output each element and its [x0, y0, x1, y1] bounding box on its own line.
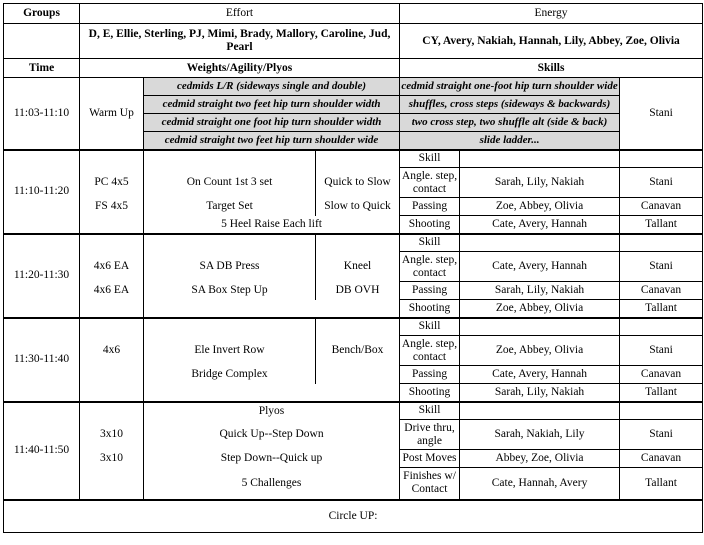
block-code — [80, 150, 144, 168]
block-exercise: SA Box Step Up — [144, 282, 316, 300]
warmup-energy-drill: shuffles, cross steps (sideways & backwards) — [400, 96, 620, 114]
block-exercise — [144, 300, 400, 318]
skill-coach: Stani — [620, 168, 703, 198]
block-exercise: On Count 1st 3 set — [144, 168, 316, 198]
skill-coach — [620, 402, 703, 420]
warmup-energy-drill: two cross step, two shuffle alt (side & back) — [400, 114, 620, 132]
skill-coach: Canavan — [620, 282, 703, 300]
skill-header: Skill — [400, 402, 460, 420]
skill-coach: Stani — [620, 336, 703, 366]
block-code: FS 4x5 — [80, 198, 144, 216]
block-code: 3x10 — [80, 450, 144, 468]
block-detail: Slow to Quick — [316, 198, 400, 216]
block-code: PC 4x5 — [80, 168, 144, 198]
block-code — [80, 384, 144, 402]
skill-players: Zoe, Abbey, Olivia — [460, 336, 620, 366]
skill-name: Shooting — [400, 384, 460, 402]
skill-name: Shooting — [400, 300, 460, 318]
skill-name: Passing — [400, 282, 460, 300]
warmup-energy-drill: cedmid straight one-foot hip turn shoulder wide — [400, 78, 620, 96]
skill-coach: Canavan — [620, 450, 703, 468]
warmup-energy-drill: slide ladder... — [400, 132, 620, 150]
skill-players: Zoe, Abbey, Olivia — [460, 198, 620, 216]
block-exercise: Ele Invert Row — [144, 336, 316, 366]
skill-players: Abbey, Zoe, Olivia — [460, 450, 620, 468]
skill-name: Angle. step, contact — [400, 168, 460, 198]
skills-label: Skills — [400, 59, 703, 78]
block-exercise — [144, 150, 316, 168]
skill-coach: Tallant — [620, 300, 703, 318]
skill-players — [460, 402, 620, 420]
skill-players: Sarah, Lily, Nakiah — [460, 282, 620, 300]
skill-name: Angle. step, contact — [400, 252, 460, 282]
skill-name: Passing — [400, 198, 460, 216]
energy-members: CY, Avery, Nakiah, Hannah, Lily, Abbey, Zoe, Olivia — [400, 24, 703, 59]
block-exercise — [144, 318, 316, 336]
block-exercise: Bridge Complex — [144, 366, 316, 384]
weights-label: Weights/Agility/Plyos — [80, 59, 400, 78]
warmup-label: Warm Up — [80, 78, 144, 150]
warmup-coach: Stani — [620, 78, 703, 150]
skill-coach — [620, 318, 703, 336]
block-exercise — [144, 384, 400, 402]
warmup-time: 11:03-11:10 — [4, 78, 80, 150]
skill-header: Skill — [400, 150, 460, 168]
skill-players: Cate, Hannah, Avery — [460, 468, 620, 500]
block-code — [80, 468, 144, 500]
block-code — [80, 366, 144, 384]
block-code: 4x6 EA — [80, 282, 144, 300]
block-detail: DB OVH — [316, 282, 400, 300]
block-exercise: Target Set — [144, 198, 316, 216]
effort-label: Effort — [80, 4, 400, 24]
skill-players: Sarah, Lily, Nakiah — [460, 168, 620, 198]
skill-coach: Tallant — [620, 384, 703, 402]
block-time: 11:30-11:40 — [4, 318, 80, 402]
effort-members: D, E, Ellie, Sterling, PJ, Mimi, Brady, Mallory, Caroline, Jud, Pearl — [80, 24, 400, 59]
block-detail: Bench/Box — [316, 336, 400, 366]
skill-coach: Tallant — [620, 468, 703, 500]
skill-coach — [620, 234, 703, 252]
block-detail — [316, 150, 400, 168]
skill-name: Passing — [400, 366, 460, 384]
block-detail — [316, 234, 400, 252]
skill-coach: Canavan — [620, 366, 703, 384]
skill-coach — [620, 150, 703, 168]
block-exercise: Step Down--Quick up — [144, 450, 400, 468]
skill-players — [460, 234, 620, 252]
skill-name: Finishes w/ Contact — [400, 468, 460, 500]
warmup-effort-drill: cedmid straight one foot hip turn shoulder width — [144, 114, 400, 132]
block-detail: Quick to Slow — [316, 168, 400, 198]
warmup-effort-drill: cedmid straight two feet hip turn shoulder width — [144, 96, 400, 114]
block-code — [80, 402, 144, 420]
energy-label: Energy — [400, 4, 703, 24]
block-exercise: 5 Challenges — [144, 468, 400, 500]
practice-schedule-table — [3, 3, 703, 533]
block-code — [80, 318, 144, 336]
skill-players — [460, 150, 620, 168]
block-time: 11:40-11:50 — [4, 402, 80, 500]
skill-name: Angle. step, contact — [400, 336, 460, 366]
time-label: Time — [4, 59, 80, 78]
block-detail — [316, 366, 400, 384]
block-code — [80, 234, 144, 252]
groups-label: Groups — [4, 4, 80, 24]
skill-coach: Tallant — [620, 216, 703, 234]
skill-coach: Stani — [620, 252, 703, 282]
block-exercise: Plyos — [144, 402, 400, 420]
skill-players: Zoe, Abbey, Olivia — [460, 300, 620, 318]
block-time: 11:20-11:30 — [4, 234, 80, 318]
warmup-effort-drill: cedmid straight two feet hip turn shoulder wide — [144, 132, 400, 150]
skill-players: Cate, Avery, Hannah — [460, 216, 620, 234]
skill-players: Sarah, Lily, Nakiah — [460, 384, 620, 402]
block-exercise: 5 Heel Raise Each lift — [144, 216, 400, 234]
block-code: 4x6 EA — [80, 252, 144, 282]
block-code — [80, 300, 144, 318]
block-time: 11:10-11:20 — [4, 150, 80, 234]
skill-players — [460, 318, 620, 336]
skill-name: Post Moves — [400, 450, 460, 468]
block-detail — [316, 318, 400, 336]
skill-players: Cate, Avery, Hannah — [460, 252, 620, 282]
warmup-effort-drill: cedmids L/R (sideways single and double) — [144, 78, 400, 96]
block-detail: Kneel — [316, 252, 400, 282]
skill-coach: Canavan — [620, 198, 703, 216]
block-code — [80, 216, 144, 234]
skill-players: Sarah, Nakiah, Lily — [460, 420, 620, 450]
block-exercise: Quick Up--Step Down — [144, 420, 400, 450]
block-exercise — [144, 234, 316, 252]
skill-header: Skill — [400, 234, 460, 252]
circle-up: Circle UP: — [4, 500, 703, 533]
skill-name: Drive thru, angle — [400, 420, 460, 450]
block-exercise: SA DB Press — [144, 252, 316, 282]
skill-coach: Stani — [620, 420, 703, 450]
block-code: 3x10 — [80, 420, 144, 450]
empty-cell — [4, 24, 80, 59]
skill-name: Shooting — [400, 216, 460, 234]
skill-header: Skill — [400, 318, 460, 336]
skill-players: Cate, Avery, Hannah — [460, 366, 620, 384]
block-code: 4x6 — [80, 336, 144, 366]
